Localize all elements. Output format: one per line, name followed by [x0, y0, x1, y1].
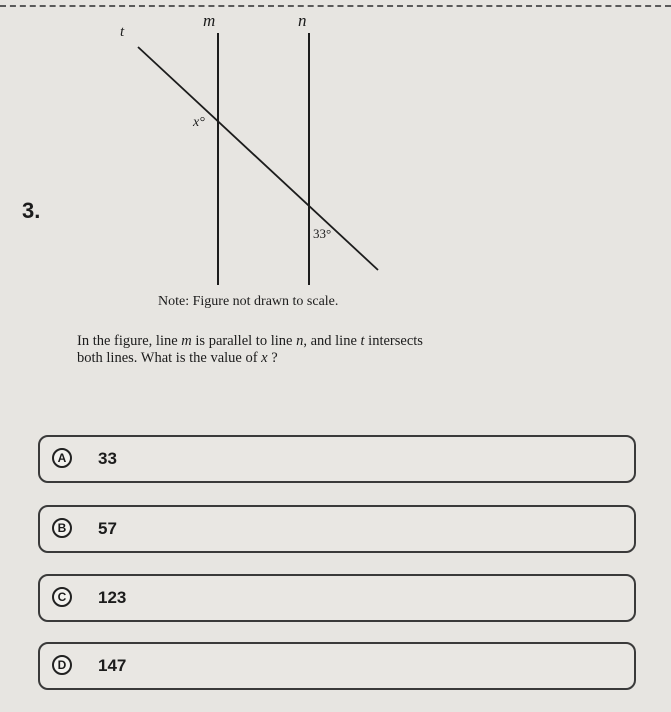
geometry-figure [0, 0, 671, 320]
choice-value-b: 57 [98, 519, 117, 538]
label-t: t [120, 24, 125, 40]
choice-value-c: 123 [98, 588, 127, 607]
answer-choice-b[interactable] [38, 505, 636, 553]
answer-choice-c[interactable] [38, 574, 636, 622]
choice-letter-a: A [52, 448, 72, 468]
label-x-angle: x° [193, 115, 205, 130]
answer-choice-a[interactable] [38, 435, 636, 483]
choice-letter-d: D [52, 655, 72, 675]
label-m: m [203, 11, 216, 30]
choice-value-d: 147 [98, 656, 127, 675]
answer-choice-d[interactable] [38, 642, 636, 690]
label-33-angle: 33° [313, 226, 332, 241]
choice-value-a: 33 [98, 449, 117, 468]
figure-note: Note: Figure not drawn to scale. [158, 294, 339, 309]
line-t [138, 47, 378, 270]
choice-letter-c: C [52, 587, 72, 607]
question-text: In the figure, line m is parallel to line n, and line t intersects both lines. What is the value of x ? [77, 333, 423, 366]
label-n: n [298, 11, 307, 30]
choice-letter-b: B [52, 518, 72, 538]
question-number: 3. [22, 198, 41, 223]
